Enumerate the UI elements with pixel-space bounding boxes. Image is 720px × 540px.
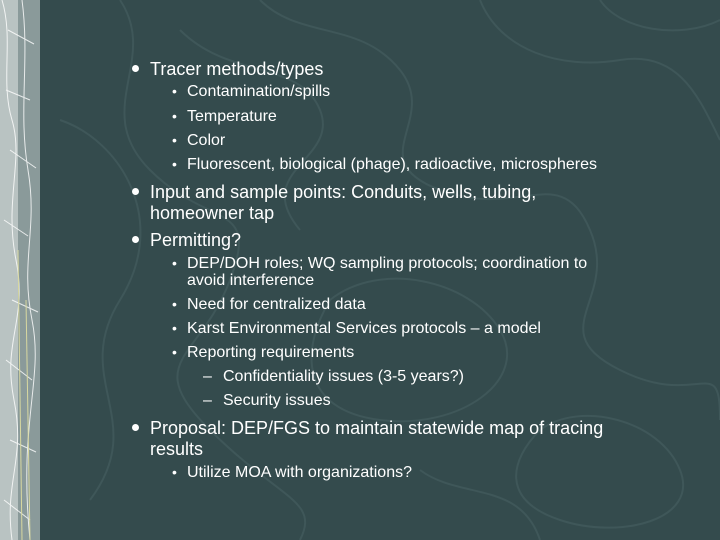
sub-sub-bullet-security: Security issues	[223, 392, 331, 409]
sub-bullet-dep-doh-roles: DEP/DOH roles; WQ sampling protocols; coordination to	[187, 255, 588, 272]
bullet-input-sample-points-line2: homeowner tap	[150, 203, 275, 223]
bullet-proposal: Proposal: DEP/FGS to maintain statewide map of tracing	[150, 418, 604, 438]
level2-bullet-icon: •	[172, 83, 177, 99]
sub-bullet-centralized-data: Need for centralized data	[187, 296, 366, 313]
level3-dash-icon: –	[203, 368, 212, 385]
level2-bullet-icon: •	[172, 156, 177, 172]
level2-bullet-icon: •	[172, 296, 177, 312]
level2-bullet-icon: •	[172, 344, 177, 360]
level1-bullet-icon	[132, 424, 139, 431]
level2-bullet-icon: •	[172, 464, 177, 480]
sub-bullet-karst-protocols: Karst Environmental Services protocols – a model	[187, 320, 541, 337]
sub-bullet-color: Color	[187, 132, 226, 149]
level1-bullet-icon	[132, 236, 139, 243]
sub-bullet-contamination: Contamination/spills	[187, 83, 331, 100]
sub-bullet-fluorescent: Fluorescent, biological (phage), radioactive, microspheres	[187, 156, 597, 173]
sub-bullet-temperature: Temperature	[187, 108, 277, 125]
level1-bullet-icon	[132, 65, 139, 72]
bullet-permitting: Permitting?	[150, 230, 242, 250]
bullet-tracer-methods: Tracer methods/types	[150, 59, 324, 79]
bullet-input-sample-points: Input and sample points: Conduits, wells, tubing,	[150, 182, 537, 202]
level2-bullet-icon: •	[172, 132, 177, 148]
sub-bullet-reporting: Reporting requirements	[187, 344, 355, 361]
sub-bullet-moa: Utilize MOA with organizations?	[187, 464, 412, 481]
level1-bullet-icon	[132, 188, 139, 195]
sub-bullet-dep-doh-roles-line2: avoid interference	[187, 272, 315, 289]
level3-dash-icon: –	[203, 392, 212, 409]
level2-bullet-icon: •	[172, 320, 177, 336]
bullet-proposal-line2: results	[150, 439, 204, 459]
level2-bullet-icon: •	[172, 255, 177, 271]
sub-sub-bullet-confidentiality: Confidentiality issues (3-5 years?)	[223, 368, 464, 385]
level2-bullet-icon: •	[172, 108, 177, 124]
map-image-strip	[0, 0, 48, 540]
